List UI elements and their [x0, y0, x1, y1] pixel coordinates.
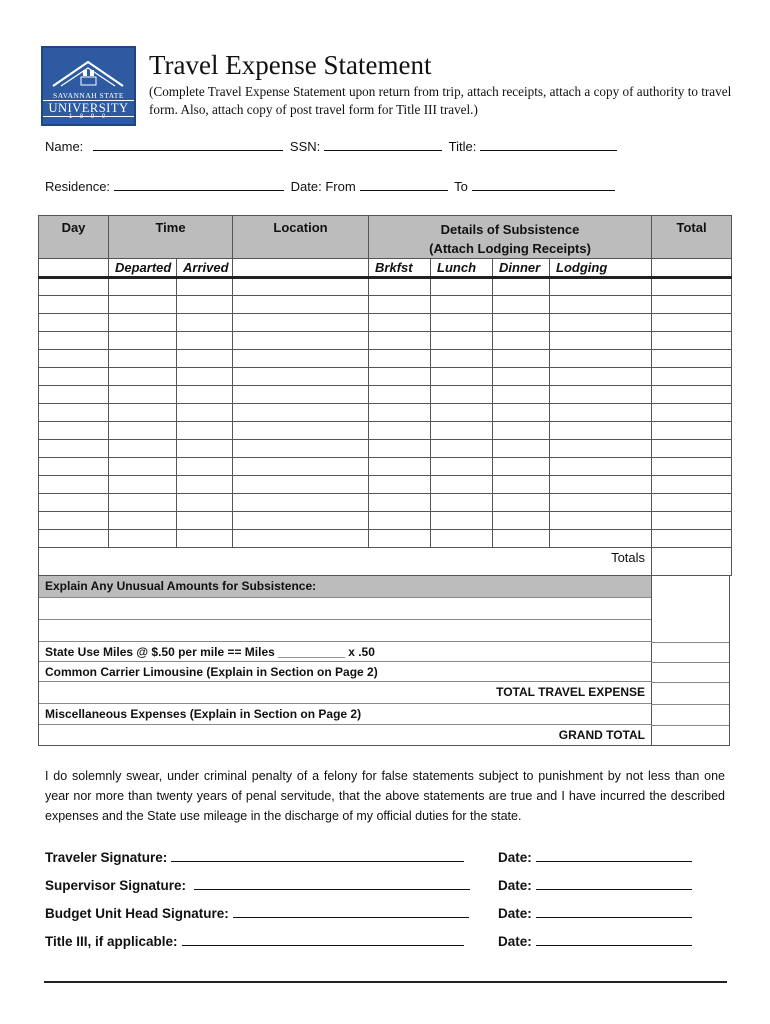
totals-value[interactable] [652, 548, 732, 576]
logo-line1: SAVANNAH STATE [53, 91, 124, 100]
cell-lunch[interactable] [431, 494, 493, 512]
cell-total[interactable] [652, 458, 732, 476]
cell-arrived[interactable] [177, 368, 233, 386]
cell-brkfst[interactable] [369, 296, 431, 314]
subheader-lodging: Lodging [550, 259, 652, 278]
cell-lodging[interactable] [550, 278, 652, 296]
traveler-signature-row [45, 849, 467, 865]
totals-label: Totals [39, 548, 652, 576]
budget-date-label: Date: [498, 906, 532, 921]
cell-lunch[interactable] [431, 440, 493, 458]
cell-arrived[interactable] [177, 332, 233, 350]
total-cell-rule [651, 642, 729, 643]
cell-day[interactable] [39, 332, 109, 350]
cell-dinner[interactable] [493, 422, 550, 440]
cell-dinner[interactable] [493, 476, 550, 494]
header-details [369, 216, 652, 259]
header-time: Time [109, 216, 233, 259]
total-cell-rule [651, 662, 729, 663]
supervisor-signature-row [45, 877, 473, 893]
ssn-label: SSN: [289, 139, 321, 154]
cell-dinner[interactable] [493, 332, 550, 350]
state-miles-row: State Use Miles @ $.50 per mile == Miles __________ x .50 [39, 642, 651, 662]
cell-total[interactable] [652, 512, 732, 530]
cell-dinner[interactable] [493, 314, 550, 332]
logo-year: 1 8 9 0 [68, 114, 109, 120]
supervisor-signature-field[interactable] [194, 877, 470, 890]
table-row [39, 278, 732, 296]
cell-brkfst[interactable] [369, 494, 431, 512]
expense-table [38, 215, 732, 576]
cell-location[interactable] [233, 314, 369, 332]
cell-location[interactable] [233, 530, 369, 548]
date-to-field[interactable] [472, 178, 615, 191]
table-row [39, 368, 732, 386]
cell-lunch[interactable] [431, 368, 493, 386]
table-row [39, 314, 732, 332]
cell-location[interactable] [233, 440, 369, 458]
cell-departed[interactable] [109, 530, 177, 548]
cell-lodging[interactable] [550, 476, 652, 494]
cell-arrived[interactable] [177, 404, 233, 422]
cell-day[interactable] [39, 350, 109, 368]
cell-arrived[interactable] [177, 296, 233, 314]
cell-arrived[interactable] [177, 278, 233, 296]
cell-lodging[interactable] [550, 314, 652, 332]
table-row [39, 476, 732, 494]
unusual-line-2[interactable] [39, 620, 651, 642]
page-subtitle: (Complete Travel Expense Statement upon return from trip, attach receipts, attach a copy of authority to travel form. Also, attach copy of post travel form for Title III travel.) [149, 84, 732, 117]
subheader-arrived: Arrived [177, 259, 233, 278]
cell-dinner[interactable] [493, 494, 550, 512]
cell-location[interactable] [233, 458, 369, 476]
cell-arrived[interactable] [177, 530, 233, 548]
university-logo [41, 46, 136, 126]
cell-location[interactable] [233, 494, 369, 512]
cell-lodging[interactable] [550, 332, 652, 350]
cell-location[interactable] [233, 512, 369, 530]
cell-day[interactable] [39, 404, 109, 422]
cell-brkfst[interactable] [369, 314, 431, 332]
cell-lunch[interactable] [431, 386, 493, 404]
cell-departed[interactable] [109, 350, 177, 368]
name-row [45, 138, 620, 154]
table-row [39, 350, 732, 368]
cell-lunch[interactable] [431, 332, 493, 350]
cell-total[interactable] [652, 386, 732, 404]
cell-lodging[interactable] [550, 494, 652, 512]
cell-dinner[interactable] [493, 386, 550, 404]
cell-departed[interactable] [109, 332, 177, 350]
cell-lodging[interactable] [550, 386, 652, 404]
cell-day[interactable] [39, 476, 109, 494]
header-details-line2: (Attach Lodging Receipts) [429, 241, 591, 256]
cell-departed[interactable] [109, 368, 177, 386]
title-label: Title: [448, 139, 477, 154]
cell-brkfst[interactable] [369, 404, 431, 422]
header-location: Location [233, 216, 369, 259]
cell-arrived[interactable] [177, 458, 233, 476]
residence-row [45, 178, 618, 194]
cell-brkfst[interactable] [369, 422, 431, 440]
cell-brkfst[interactable] [369, 440, 431, 458]
traveler-date-label: Date: [498, 850, 532, 865]
cell-dinner[interactable] [493, 512, 550, 530]
budget-signature-label: Budget Unit Head Signature: [45, 906, 229, 921]
cell-arrived[interactable] [177, 422, 233, 440]
table-row [39, 422, 732, 440]
subheader-brkfst: Brkfst [369, 259, 431, 278]
cell-location[interactable] [233, 422, 369, 440]
cell-departed[interactable] [109, 404, 177, 422]
cell-dinner[interactable] [493, 530, 550, 548]
cell-total[interactable] [652, 350, 732, 368]
cell-day[interactable] [39, 296, 109, 314]
cell-lunch[interactable] [431, 404, 493, 422]
cell-lodging[interactable] [550, 368, 652, 386]
cell-departed[interactable] [109, 512, 177, 530]
cell-location[interactable] [233, 386, 369, 404]
supervisor-date-row [498, 877, 695, 893]
cell-brkfst[interactable] [369, 332, 431, 350]
date-from-label: Date: From [290, 179, 356, 194]
cell-dinner[interactable] [493, 278, 550, 296]
subheader-departed: Departed [109, 259, 177, 278]
table-row [39, 332, 732, 350]
cell-lunch[interactable] [431, 314, 493, 332]
oath-statement: I do solemnly swear, under criminal penalty of a felony for false statements subject to punishment by not less than one year nor more than twenty years of penal servitude, that the above statements are true and I have incurred the described expenses and the State use mileage in the discharge of my official duties for the state. [45, 769, 725, 823]
cell-total[interactable] [652, 314, 732, 332]
cell-dinner[interactable] [493, 404, 550, 422]
title3-date-row [498, 933, 695, 949]
cell-day[interactable] [39, 278, 109, 296]
title3-date-label: Date: [498, 934, 532, 949]
total-travel-row: TOTAL TRAVEL EXPENSE [39, 682, 651, 704]
supervisor-date-label: Date: [498, 878, 532, 893]
cell-total[interactable] [652, 440, 732, 458]
total-cell-rule [651, 704, 729, 705]
cell-location[interactable] [233, 476, 369, 494]
cell-day[interactable] [39, 368, 109, 386]
header-total: Total [652, 216, 732, 259]
cell-location[interactable] [233, 332, 369, 350]
budget-signature-row [45, 905, 472, 921]
residence-field[interactable] [114, 178, 284, 191]
cell-lunch[interactable] [431, 278, 493, 296]
supervisor-signature-label: Supervisor Signature: [45, 878, 187, 893]
cell-arrived[interactable] [177, 440, 233, 458]
title3-signature-row [45, 933, 467, 949]
subheader-lunch: Lunch [431, 259, 493, 278]
table-row [39, 296, 732, 314]
cell-departed[interactable] [109, 386, 177, 404]
header-details-line1: Details of Subsistence [440, 222, 580, 237]
cell-total[interactable] [652, 296, 732, 314]
name-field[interactable] [93, 138, 283, 151]
cell-total[interactable] [652, 278, 732, 296]
cell-lunch[interactable] [431, 350, 493, 368]
date-from-field[interactable] [360, 178, 448, 191]
cell-day[interactable] [39, 458, 109, 476]
name-label: Name: [45, 139, 84, 154]
cell-arrived[interactable] [177, 314, 233, 332]
cell-lunch[interactable] [431, 296, 493, 314]
budget-date-row [498, 905, 695, 921]
supervisor-date-field[interactable] [536, 877, 692, 890]
cell-location[interactable] [233, 278, 369, 296]
cell-lunch[interactable] [431, 422, 493, 440]
cell-departed[interactable] [109, 278, 177, 296]
total-cell-rule [651, 682, 729, 683]
carrier-row: Common Carrier Limousine (Explain in Section on Page 2) [39, 662, 651, 682]
cell-departed[interactable] [109, 476, 177, 494]
table-row [39, 512, 732, 530]
cell-departed[interactable] [109, 296, 177, 314]
cell-total[interactable] [652, 332, 732, 350]
cell-total[interactable] [652, 404, 732, 422]
cell-lodging[interactable] [550, 458, 652, 476]
cell-arrived[interactable] [177, 386, 233, 404]
ssn-field[interactable] [324, 138, 442, 151]
cell-lunch[interactable] [431, 530, 493, 548]
traveler-signature-label: Traveler Signature: [45, 850, 168, 865]
cell-total[interactable] [652, 494, 732, 512]
misc-row: Miscellaneous Expenses (Explain in Section on Page 2) [39, 704, 651, 725]
cell-departed[interactable] [109, 314, 177, 332]
subheader-dinner: Dinner [493, 259, 550, 278]
residence-label: Residence: [45, 179, 111, 194]
budget-signature-field[interactable] [233, 905, 469, 918]
cell-lodging[interactable] [550, 404, 652, 422]
date-to-label: To [454, 179, 468, 194]
grand-total-row: GRAND TOTAL [558, 728, 645, 742]
total-cell-rule [651, 725, 729, 726]
cell-day[interactable] [39, 386, 109, 404]
cell-brkfst[interactable] [369, 458, 431, 476]
cell-total[interactable] [652, 368, 732, 386]
traveler-date-field[interactable] [536, 849, 692, 862]
header-day: Day [39, 216, 109, 259]
cell-dinner[interactable] [493, 296, 550, 314]
budget-date-field[interactable] [536, 905, 692, 918]
cell-day[interactable] [39, 512, 109, 530]
table-row [39, 404, 732, 422]
entry-rows [39, 278, 732, 548]
cell-location[interactable] [233, 350, 369, 368]
cell-brkfst[interactable] [369, 530, 431, 548]
page-title: Travel Expense Statement [149, 50, 432, 80]
table-row [39, 530, 732, 548]
title3-signature-field[interactable] [182, 933, 464, 946]
cell-day[interactable] [39, 440, 109, 458]
cell-brkfst[interactable] [369, 386, 431, 404]
subheader-location [233, 259, 369, 278]
cell-total[interactable] [652, 530, 732, 548]
cell-brkfst[interactable] [369, 512, 431, 530]
total-column-divider [651, 576, 652, 745]
logo-line2: UNIVERSITY [43, 100, 134, 117]
title3-date-field[interactable] [536, 933, 692, 946]
cell-lodging[interactable] [550, 512, 652, 530]
cell-day[interactable] [39, 530, 109, 548]
table-row [39, 494, 732, 512]
cell-brkfst[interactable] [369, 278, 431, 296]
table-row [39, 458, 732, 476]
bottom-rule [44, 981, 727, 983]
cell-location[interactable] [233, 296, 369, 314]
cell-lodging[interactable] [550, 530, 652, 548]
cell-day[interactable] [39, 422, 109, 440]
cell-lunch[interactable] [431, 512, 493, 530]
traveler-date-row [498, 849, 695, 865]
cell-total[interactable] [652, 422, 732, 440]
cell-lodging[interactable] [550, 296, 652, 314]
cell-brkfst[interactable] [369, 476, 431, 494]
cell-location[interactable] [233, 368, 369, 386]
cell-brkfst[interactable] [369, 368, 431, 386]
cell-location[interactable] [233, 404, 369, 422]
cell-departed[interactable] [109, 494, 177, 512]
cell-lodging[interactable] [550, 350, 652, 368]
cell-arrived[interactable] [177, 350, 233, 368]
unusual-line-1[interactable] [39, 598, 651, 620]
summary-section [38, 575, 730, 746]
cell-departed[interactable] [109, 422, 177, 440]
cell-dinner[interactable] [493, 458, 550, 476]
cell-dinner[interactable] [493, 440, 550, 458]
cell-lunch[interactable] [431, 476, 493, 494]
cell-dinner[interactable] [493, 350, 550, 368]
cell-total[interactable] [652, 476, 732, 494]
cell-lodging[interactable] [550, 440, 652, 458]
cell-brkfst[interactable] [369, 350, 431, 368]
cell-lodging[interactable] [550, 422, 652, 440]
cell-departed[interactable] [109, 440, 177, 458]
cell-day[interactable] [39, 314, 109, 332]
cell-arrived[interactable] [177, 494, 233, 512]
table-row [39, 386, 732, 404]
title3-signature-label: Title III, if applicable: [45, 934, 178, 949]
traveler-signature-field[interactable] [171, 849, 464, 862]
subheader-total [652, 259, 732, 278]
table-row [39, 440, 732, 458]
title-field[interactable] [480, 138, 617, 151]
cell-day[interactable] [39, 494, 109, 512]
subheader-day [39, 259, 109, 278]
unusual-header: Explain Any Unusual Amounts for Subsistence: [39, 576, 651, 598]
cell-arrived[interactable] [177, 476, 233, 494]
cell-arrived[interactable] [177, 512, 233, 530]
cell-lunch[interactable] [431, 458, 493, 476]
cell-departed[interactable] [109, 458, 177, 476]
cell-dinner[interactable] [493, 368, 550, 386]
